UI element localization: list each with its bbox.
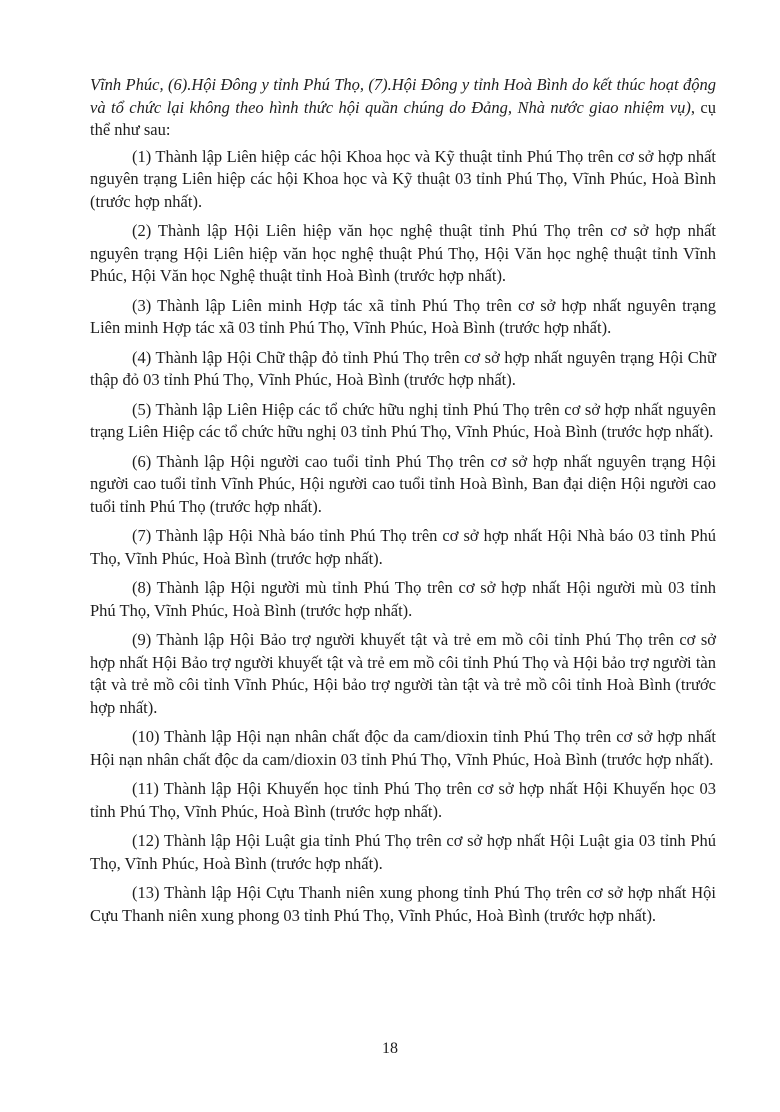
list-item-12: (12) Thành lập Hội Luật gia tỉnh Phú Thọ trên cơ sở hợp nhất Hội Luật gia 03 tỉnh Phú Thọ, Vĩnh Phúc, Hoà Bình (trước hợp nhất). [90,831,716,873]
list-item-9: (9) Thành lập Hội Bảo trợ người khuyết tật và trẻ em mồ côi tỉnh Phú Thọ trên cơ sở hợp nhất Hội Bảo trợ người khuyết tật và trẻ em mồ côi tỉnh Phú Thọ và Hội bảo trợ người tàn tật và trẻ mồ côi tỉnh Vĩnh Phúc, Hội bảo trợ người tàn tật và trẻ mồ côi tỉnh Hoà Bình (trước hợp nhất). [90,630,716,717]
intro-italic-text: Vĩnh Phúc, (6).Hội Đông y tỉnh Phú Thọ, (7).Hội Đông y tỉnh Hoà Bình do kết thúc hoạt động và tổ chức lại không theo hình thức hội quần chúng do Đảng, Nhà nước giao nhiệm vụ) [90,75,716,117]
list-item-7: (7) Thành lập Hội Nhà báo tỉnh Phú Thọ trên cơ sở hợp nhất Hội Nhà báo 03 tỉnh Phú Thọ, Vĩnh Phúc, Hoà Bình (trước hợp nhất). [90,526,716,568]
intro-paragraph [90,74,716,142]
list-item-5: (5) Thành lập Liên Hiệp các tổ chức hữu nghị tỉnh Phú Thọ trên cơ sở hợp nhất nguyên trạng Liên Hiệp các tổ chức hữu nghị 03 tỉnh Phú Thọ, Vĩnh Phúc, Hoà Bình (trước hợp nhất). [90,399,716,441]
list-item-13: (13) Thành lập Hội Cựu Thanh niên xung phong tỉnh Phú Thọ trên cơ sở hợp nhất Hội Cựu Thanh niên xung phong 03 tỉnh Phú Thọ, Vĩnh Phúc, Hoà Bình (trước hợp nhất). [90,883,716,925]
list-item-3: (3) Thành lập Liên minh Hợp tác xã tỉnh Phú Thọ trên cơ sở hợp nhất nguyên trạng Liên minh Hợp tác xã 03 tỉnh Phú Thọ, Vĩnh Phúc, Hoà Bình (trước hợp nhất). [90,295,716,337]
list-item-6: (6) Thành lập Hội người cao tuổi tỉnh Phú Thọ trên cơ sở hợp nhất nguyên trạng Hội người cao tuổi tỉnh Vĩnh Phúc, Hội người cao tuổi tỉnh Hoà Bình, Ban đại diện Hội người cao tuổi tỉnh Phú Thọ (trước hợp nhất). [90,451,716,516]
page-number: 18 [382,1040,398,1057]
list-item-1: (1) Thành lập Liên hiệp các hội Khoa học và Kỹ thuật tỉnh Phú Thọ trên cơ sở hợp nhất nguyên trạng Liên hiệp các hội Khoa học và Kỹ thuật 03 tỉnh Phú Thọ, Vĩnh Phúc, Hoà Bình (trước hợp nhất). [90,146,716,211]
intro-normal-text: , cụ thể như sau: [90,97,716,139]
list-item-11: (11) Thành lập Hội Khuyến học tỉnh Phú Thọ trên cơ sở hợp nhất Hội Khuyến học 03 tỉnh Phú Thọ, Vĩnh Phúc, Hoà Bình (trước hợp nhất). [90,779,716,821]
list-item-10: (10) Thành lập Hội nạn nhân chất độc da cam/dioxin tỉnh Phú Thọ trên cơ sở hợp nhất Hội nạn nhân chất độc da cam/dioxin 03 tỉnh Phú Thọ, Vĩnh Phúc, Hoà Bình (trước hợp nhất). [90,727,716,769]
list-item-8: (8) Thành lập Hội người mù tỉnh Phú Thọ trên cơ sở hợp nhất Hội người mù 03 tỉnh Phú Thọ, Vĩnh Phúc, Hoà Bình (trước hợp nhất). [90,578,716,620]
document-body [90,74,716,934]
list-item-2: (2) Thành lập Hội Liên hiệp văn học nghệ thuật tỉnh Phú Thọ trên cơ sở hợp nhất nguyên trạng Hội Liên hiệp văn học nghệ thuật Phú Thọ, Hội Văn học nghệ thuật tỉnh Vĩnh Phúc, Hội Văn học Nghệ thuật tỉnh Hoà Bình (trước hợp nhất). [90,221,716,285]
list-item-4: (4) Thành lập Hội Chữ thập đỏ tỉnh Phú Thọ trên cơ sở hợp nhất nguyên trạng Hội Chữ thập đỏ 03 tỉnh Phú Thọ, Vĩnh Phúc, Hoà Bình (trước hợp nhất). [90,347,716,389]
